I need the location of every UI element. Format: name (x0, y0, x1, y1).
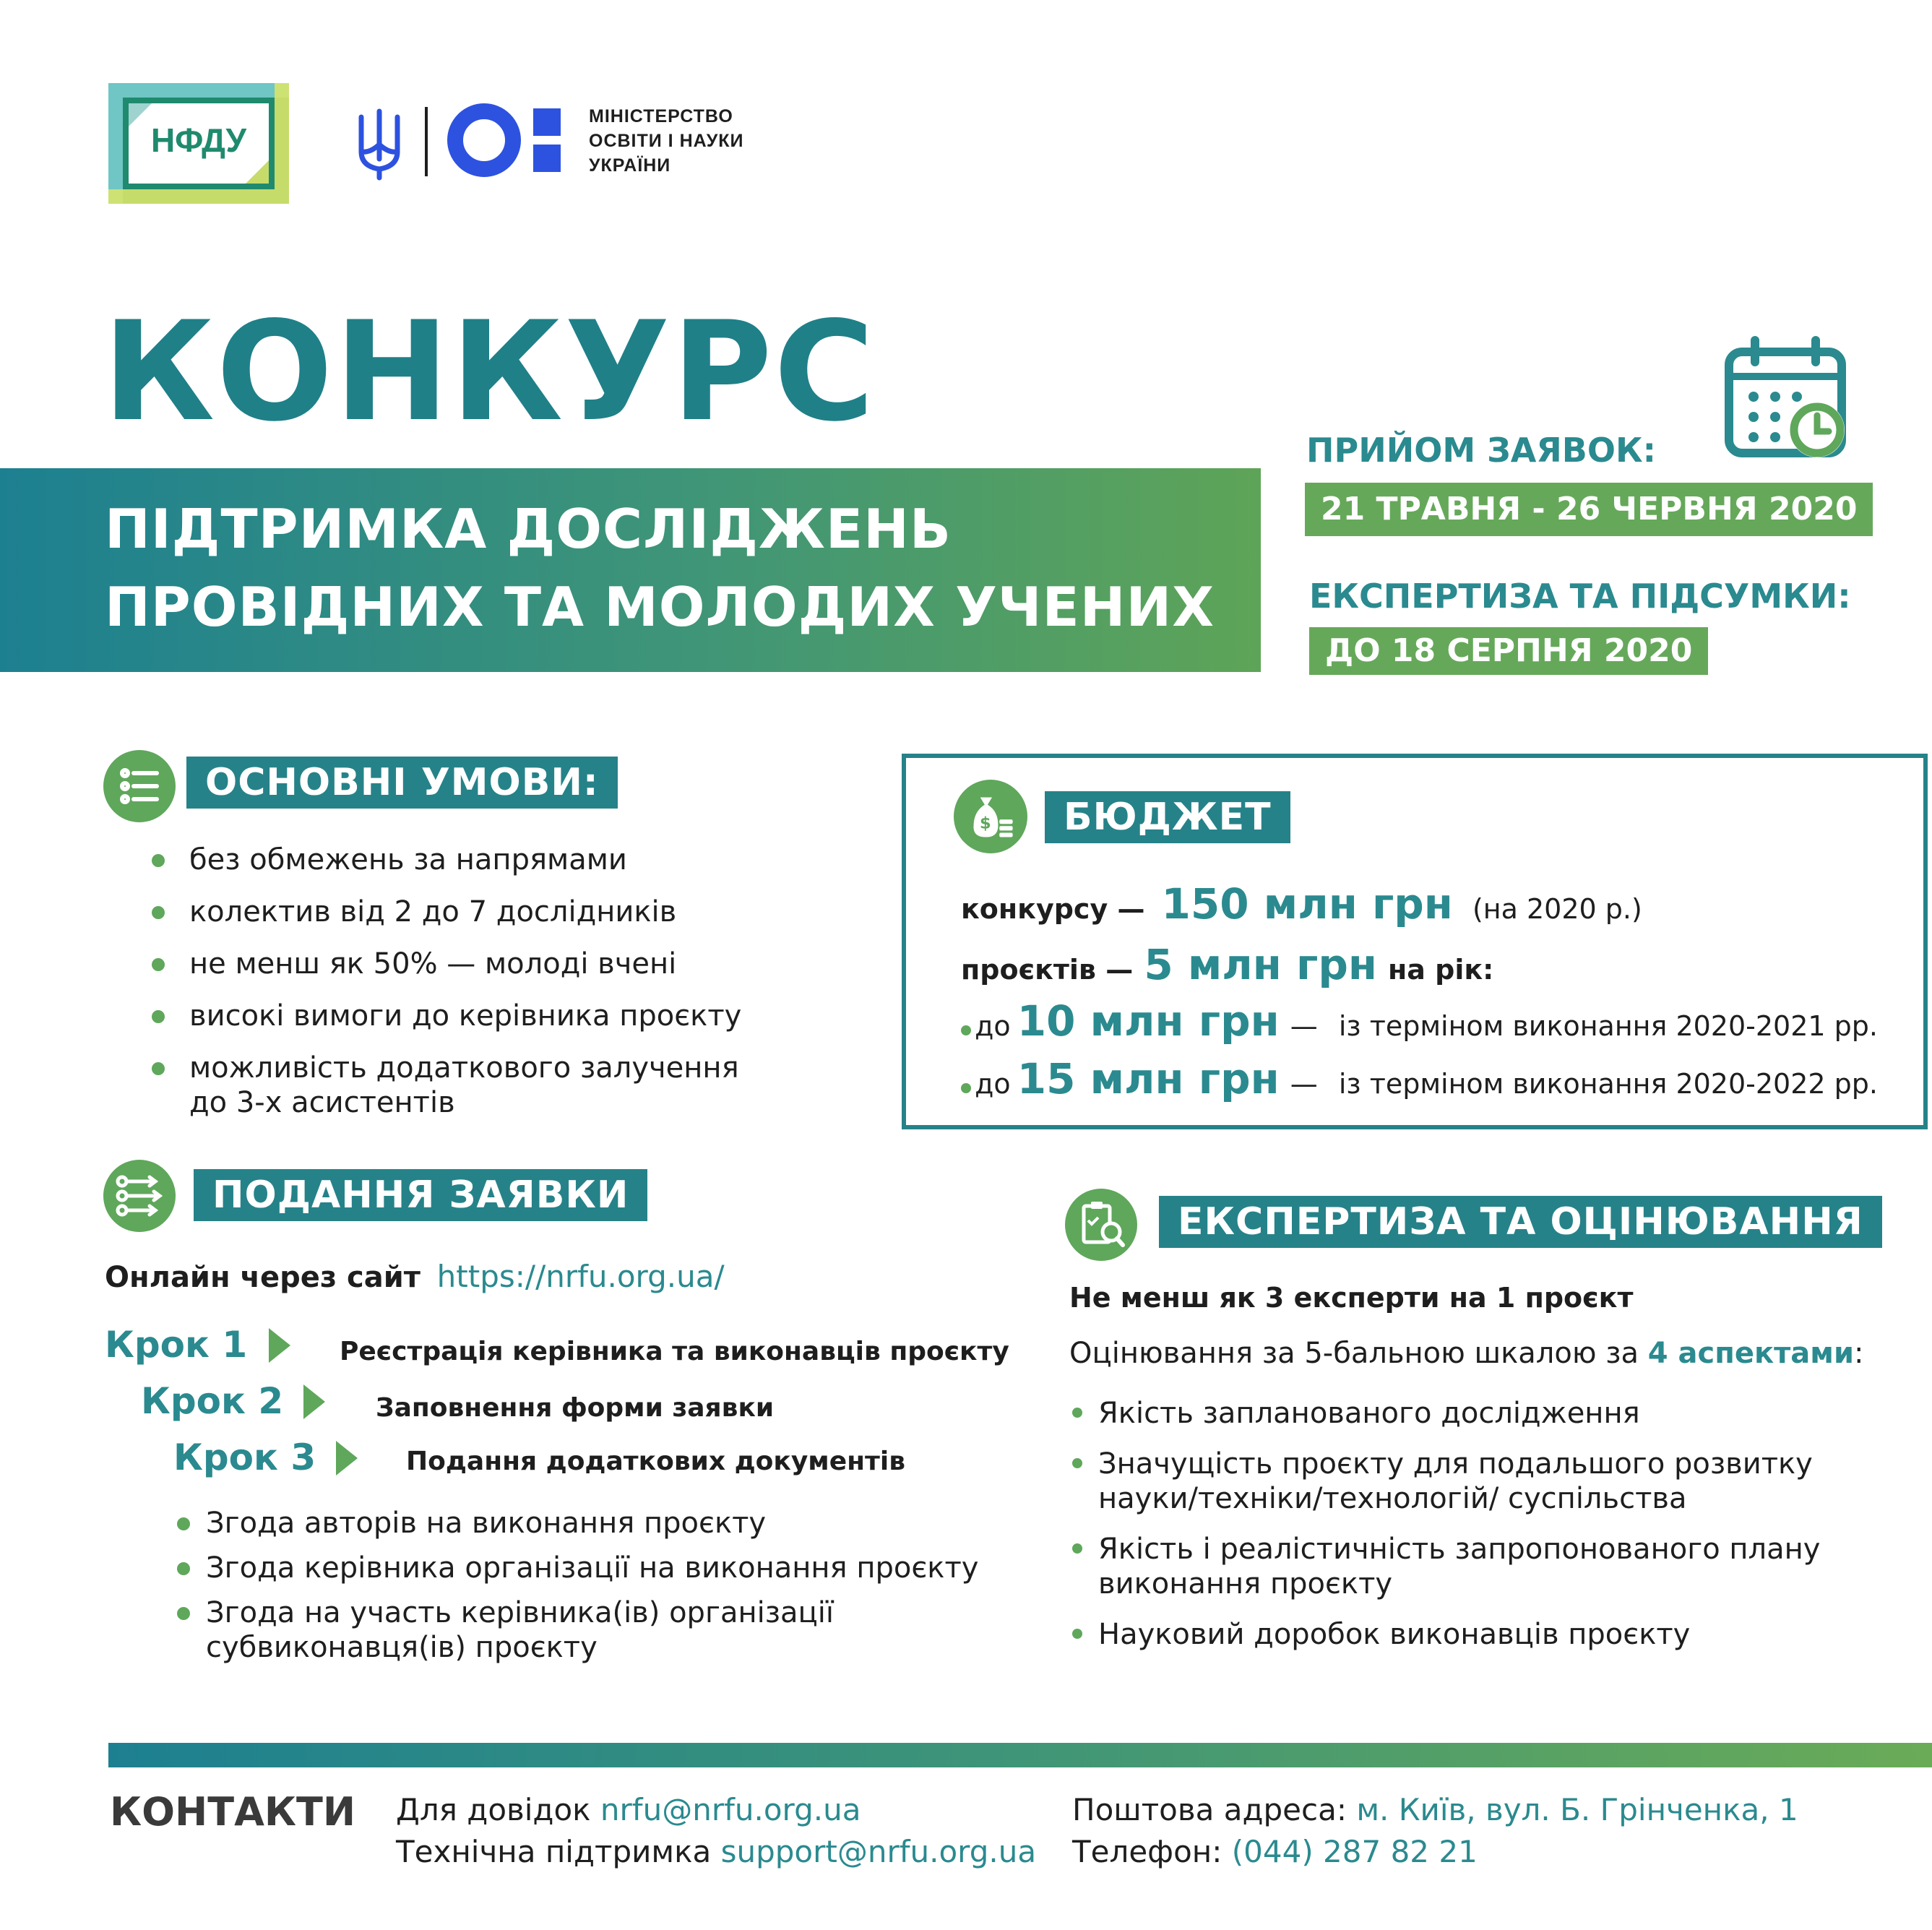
list-item: високі вимоги до керівника проєкту (189, 999, 840, 1051)
phone-label: Телефон: (1072, 1834, 1222, 1869)
title-banner (0, 468, 1261, 672)
budget-projects-label: проєктів — (961, 954, 1134, 986)
budget-line: до 15 млн грн — із терміном виконання 2020-2022 рр. (961, 1054, 1878, 1103)
step-text: Заповнення форми заявки (376, 1393, 775, 1423)
support-row (396, 1834, 1036, 1869)
experts-count: Не менш як 3 експерти на 1 проєкт (1069, 1282, 1634, 1314)
submission-heading: ПОДАННЯ ЗАЯВКИ (194, 1169, 647, 1221)
list-item: Значущість проєкту для подальшого розвитку науки/техніки/технологій/ суспільства (1098, 1447, 1907, 1532)
support-email-link[interactable]: support@nrfu.org.ua (720, 1834, 1037, 1869)
flow-steps-icon (103, 1160, 176, 1232)
budget-line: до 10 млн грн — із терміном виконання 2020-2021 рр. (961, 996, 1878, 1046)
step-row (141, 1380, 283, 1422)
footer-bar (108, 1743, 1932, 1767)
ministry-line-3: УКРАЇНИ (589, 155, 671, 176)
step-text: Реєстрація керівника та виконавців проєкту (340, 1337, 1009, 1366)
info-email-link[interactable]: nrfu@nrfu.org.ua (600, 1792, 861, 1827)
nfdu-logo (108, 83, 289, 204)
online-url-link[interactable]: https://nrfu.org.ua/ (436, 1259, 725, 1294)
contacts-heading: КОНТАКТИ (110, 1789, 356, 1835)
scale-row (1069, 1337, 1864, 1370)
step-arrow-icon (336, 1441, 358, 1475)
contest-title: КОНКУРС (103, 292, 876, 452)
svg-text:$: $ (980, 814, 991, 833)
step-label: Крок 3 (173, 1436, 316, 1478)
mon-emblem-icon (447, 103, 584, 178)
review-label: ЕКСПЕРТИЗА ТА ПІДСУМКИ: (1309, 577, 1851, 616)
list-item: Згода керівника організації на виконання проєкту (206, 1551, 1001, 1595)
review-date: ДО 18 СЕРПНЯ 2020 (1309, 627, 1708, 675)
list-item: Згода авторів на виконання проєкту (206, 1506, 1001, 1551)
scale-highlight: 4 аспектами (1647, 1337, 1855, 1370)
banner-line-2: ПРОВІДНИХ ТА МОЛОДИХ УЧЕНИХ (105, 575, 1215, 639)
logo-divider (425, 107, 428, 176)
list-item: Якість запланованого дослідження (1098, 1396, 1907, 1447)
ministry-logo (354, 101, 759, 181)
budget-box (902, 754, 1928, 1129)
step-label: Крок 1 (105, 1324, 248, 1366)
scale-end: : (1854, 1337, 1864, 1370)
list-item: Якість і реалістичність запропонованого плану виконання проєкту (1098, 1532, 1907, 1617)
budget-projects-suffix: на рік: (1388, 954, 1494, 986)
list-item: без обмежень за напрямами (189, 843, 840, 895)
budget-projects-row (961, 940, 1493, 989)
list-icon (103, 750, 176, 822)
info-row (396, 1792, 861, 1827)
step-row (173, 1436, 316, 1478)
applications-label: ПРИЙОМ ЗАЯВОК: (1306, 431, 1656, 470)
trident-icon (354, 108, 405, 181)
budget-contest-row (961, 879, 1642, 929)
online-row (105, 1259, 725, 1294)
budget-contest-label: конкурсу — (961, 893, 1145, 925)
clipboard-search-icon (1065, 1189, 1137, 1261)
banner-line-1: ПІДТРИМКА ДОСЛІДЖЕНЬ (105, 497, 952, 561)
applications-dates: 21 ТРАВНЯ - 26 ЧЕРВНЯ 2020 (1305, 483, 1873, 536)
scale-text: Оцінювання за 5-бальною шкалою за (1069, 1337, 1639, 1370)
address-row (1072, 1792, 1798, 1827)
list-item: колектив від 2 до 7 дослідників (189, 895, 840, 947)
list-item: Згода на участь керівника(ів) організації субвиконавця(ів) проєкту (206, 1595, 1001, 1665)
ministry-line-1: МІНІСТЕРСТВО (589, 106, 733, 126)
calendar-clock-icon (1723, 336, 1850, 462)
info-label: Для довідок (396, 1792, 591, 1827)
phone-row (1072, 1834, 1478, 1869)
budget-contest-note: (на 2020 р.) (1472, 893, 1642, 925)
budget-projects-amount: 5 млн грн (1144, 940, 1377, 989)
list-item: Науковий доробок виконавців проєкту (1098, 1617, 1907, 1652)
nfdu-logo-text: НФДУ (150, 121, 247, 159)
step-row (105, 1324, 247, 1366)
ministry-name (589, 104, 744, 178)
address-label: Поштова адреса: (1072, 1792, 1347, 1827)
list-item: можливість додаткового залучення до 3-х асистентів (189, 1051, 840, 1120)
documents-list (206, 1506, 1001, 1665)
conditions-list (189, 843, 840, 1120)
expertise-heading: ЕКСПЕРТИЗА ТА ОЦІНЮВАННЯ (1159, 1196, 1882, 1248)
support-label: Технічна підтримка (396, 1834, 712, 1869)
money-bag-icon (954, 780, 1027, 853)
step-text: Подання додаткових документів (406, 1447, 905, 1476)
conditions-heading: ОСНОВНІ УМОВИ: (186, 757, 618, 809)
address-value: м. Київ, вул. Б. Грінченка, 1 (1356, 1792, 1798, 1827)
budget-contest-amount: 150 млн грн (1161, 879, 1453, 929)
online-label: Онлайн через сайт (105, 1261, 421, 1294)
ministry-line-2: ОСВІТИ І НАУКИ (589, 131, 744, 151)
aspects-list (1098, 1396, 1907, 1652)
budget-heading: БЮДЖЕТ (1045, 791, 1290, 843)
phone-value[interactable]: (044) 287 82 21 (1231, 1834, 1478, 1869)
step-arrow-icon (269, 1328, 290, 1363)
step-arrow-icon (303, 1384, 325, 1419)
step-label: Крок 2 (141, 1380, 284, 1422)
list-item: не менш як 50% — молоді вчені (189, 947, 840, 999)
